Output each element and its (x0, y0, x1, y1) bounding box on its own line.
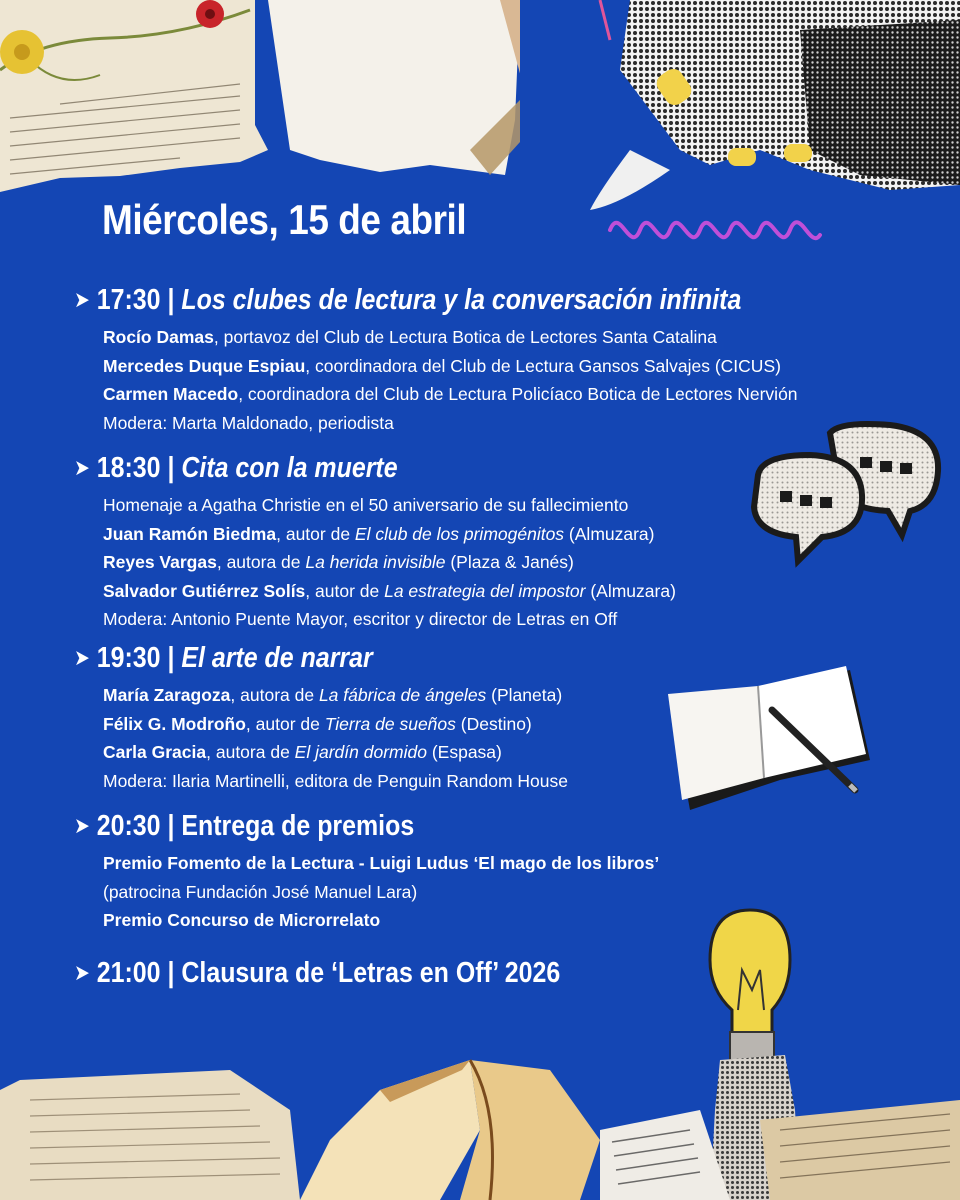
event-item (74, 283, 850, 437)
event-time: 19:30 (96, 642, 161, 674)
event-heading: ➤ 18:30 | Cita con la muerte (74, 452, 398, 484)
participant-line: Félix G. Modroño, autor de Tierra de sueños (Destino) (103, 713, 532, 734)
participant-line: Carla Gracia, autora de El jardín dormido (Espasa) (103, 742, 502, 762)
event-heading: ➤ 21:00 | Clausura de ‘Letras en Off’ 2026 (74, 957, 561, 989)
event-title: Entrega de premios (181, 810, 415, 842)
event-heading: ➤ 20:30 | Entrega de premios (74, 810, 415, 842)
moderator-line: Modera: Antonio Puente Mayor, escritor y director de Letras en Off (103, 609, 618, 629)
award-line: Premio Fomento de la Lectura - Luigi Ludus ‘El mago de los libros’ (103, 853, 660, 873)
event-title: Cita con la muerte (181, 452, 398, 484)
event-item (74, 809, 659, 935)
participant-line: Juan Ramón Biedma, autor de El club de los primogénitos (Almuzara) (103, 523, 655, 544)
event-heading: ➤ 17:30 | Los clubes de lectura y la conversación infinita (74, 284, 742, 316)
bottom-collage-decoration (0, 1050, 960, 1200)
moderator-line: Modera: Marta Maldonado, periodista (103, 412, 394, 433)
arrow-icon: ➤ (74, 813, 90, 838)
moderator-line: Modera: Ilaria Martinelli, editora de Penguin Random House (103, 770, 568, 791)
event-item (74, 451, 676, 634)
event-time: 18:30 (96, 452, 161, 484)
award-note: (patrocina Fundación José Manuel Lara) (103, 881, 418, 902)
participant-line: Salvador Gutiérrez Solís, autor de La estrategia del impostor (Almuzara) (103, 580, 676, 601)
torn-paper-flowers-decoration (0, 0, 520, 195)
arrow-icon: ➤ (74, 455, 90, 480)
event-title: Clausura de ‘Letras en Off’ 2026 (181, 957, 561, 989)
halftone-hand-decoration (560, 0, 960, 260)
arrow-icon: ➤ (74, 645, 90, 670)
speech-bubbles-decoration (740, 415, 950, 575)
participant-line: Rocío Damas, portavoz del Club de Lectura Botica de Lectores Santa Catalina (103, 327, 717, 347)
arrow-icon: ➤ (74, 960, 90, 985)
event-item (74, 956, 639, 992)
participant-line: Mercedes Duque Espiau, coordinadora del Club de Lectura Gansos Salvajes (CICUS) (103, 355, 781, 376)
event-heading: ➤ 19:30 | El arte de narrar (74, 642, 373, 674)
arrow-icon: ➤ (74, 287, 90, 312)
event-title: Los clubes de lectura y la conversación infinita (181, 284, 742, 316)
award-line: Premio Concurso de Microrrelato (103, 910, 381, 930)
event-title: El arte de narrar (181, 642, 373, 674)
participant-line: Carmen Macedo, coordinadora del Club de Lectura Policíaco Botica de Lectores Nervión (103, 384, 798, 404)
event-item (74, 641, 568, 795)
page-title: Miércoles, 15 de abril (102, 196, 467, 243)
event-time: 17:30 (96, 284, 161, 316)
participant-line: Reyes Vargas, autora de La herida invisible (Plaza & Janés) (103, 552, 574, 572)
event-time: 20:30 (96, 810, 161, 842)
event-intro: Homenaje a Agatha Christie en el 50 aniversario de su fallecimiento (103, 495, 629, 515)
event-time: 21:00 (96, 957, 161, 989)
notebook-pen-decoration (660, 660, 875, 815)
participant-line: María Zaragoza, autora de La fábrica de ángeles (Planeta) (103, 685, 563, 705)
